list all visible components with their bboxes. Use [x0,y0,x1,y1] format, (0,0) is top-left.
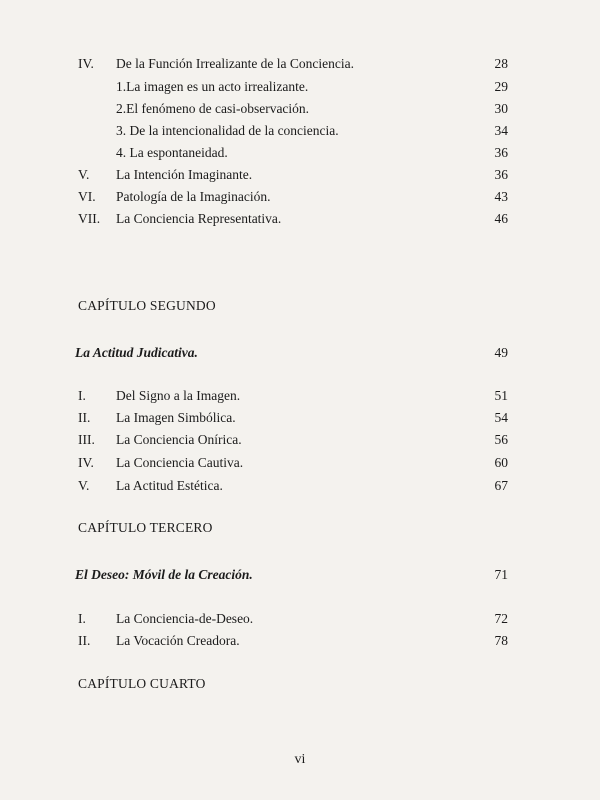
entry-title: 4. La espontaneidad. [116,145,228,160]
entry-title: La Conciencia Representativa. [116,211,282,226]
entry-page: 36 [494,145,508,160]
toc-entry [0,122,600,140]
chapter-heading: CAPÍTULO TERCERO [78,520,213,535]
entry-page: 29 [494,79,508,94]
toc-entry [0,610,600,628]
entry-page: 78 [494,633,508,648]
page-number: vi [294,752,306,767]
section-page: 71 [494,567,508,582]
entry-title: La Conciencia Onírica. [116,432,242,447]
entry-page: 51 [494,388,508,403]
entry-title: Patología de la Imaginación. [116,189,271,204]
entry-number: III. [78,432,95,447]
entry-page: 36 [494,167,508,182]
toc-entry [0,387,600,405]
toc-entry [0,166,600,184]
toc-entry [0,144,600,162]
entry-number: VII. [78,211,101,226]
toc-entry [0,100,600,118]
entry-page: 30 [494,101,508,116]
entry-title: 2.El fenómeno de casi-observación. [116,101,310,116]
entry-title: La Imagen Simbólica. [116,410,236,425]
toc-entry [0,477,600,495]
entry-title: La Actitud Estética. [116,478,223,493]
entry-page: 54 [494,410,508,425]
entry-page: 46 [494,211,508,226]
section-title: La Actitud Judicativa. [75,345,198,360]
entry-number: IV. [78,56,94,71]
entry-title: La Conciencia-de-Deseo. [116,611,254,626]
entry-title: La Conciencia Cautiva. [116,455,244,470]
entry-title: De la Función Irrealizante de la Conciencia. [116,56,355,71]
entry-page: 34 [494,123,508,138]
entry-number: VI. [78,189,96,204]
entry-number: II. [78,410,91,425]
chapter-heading: CAPÍTULO CUARTO [78,676,206,691]
section-title: El Deseo: Móvil de la Creación. [75,567,253,582]
entry-page: 56 [494,432,508,447]
toc-entry [0,632,600,650]
entry-number: I. [78,611,86,626]
chapter-heading: CAPÍTULO SEGUNDO [78,298,216,313]
toc-entry [0,188,600,206]
entry-number: V. [78,478,90,493]
entry-title: 1.La imagen es un acto irrealizante. [116,79,309,94]
toc-entry [0,210,600,228]
entry-title: La Vocación Creadora. [116,633,240,648]
entry-number: II. [78,633,91,648]
entry-title: 3. De la intencionalidad de la conciencia. [116,123,339,138]
toc-entry [0,431,600,449]
entry-number: IV. [78,455,94,470]
entry-page: 67 [494,478,508,493]
toc-entry [0,55,600,73]
section-page: 49 [494,345,508,360]
entry-title: Del Signo a la Imagen. [116,388,241,403]
entry-number: I. [78,388,86,403]
toc-entry [0,409,600,427]
toc-entry [0,78,600,96]
entry-page: 43 [494,189,508,204]
entry-page: 28 [494,56,508,71]
entry-page: 72 [494,611,508,626]
entry-title: La Intención Imaginante. [116,167,253,182]
toc-entry [0,454,600,472]
entry-page: 60 [494,455,508,470]
entry-number: V. [78,167,90,182]
